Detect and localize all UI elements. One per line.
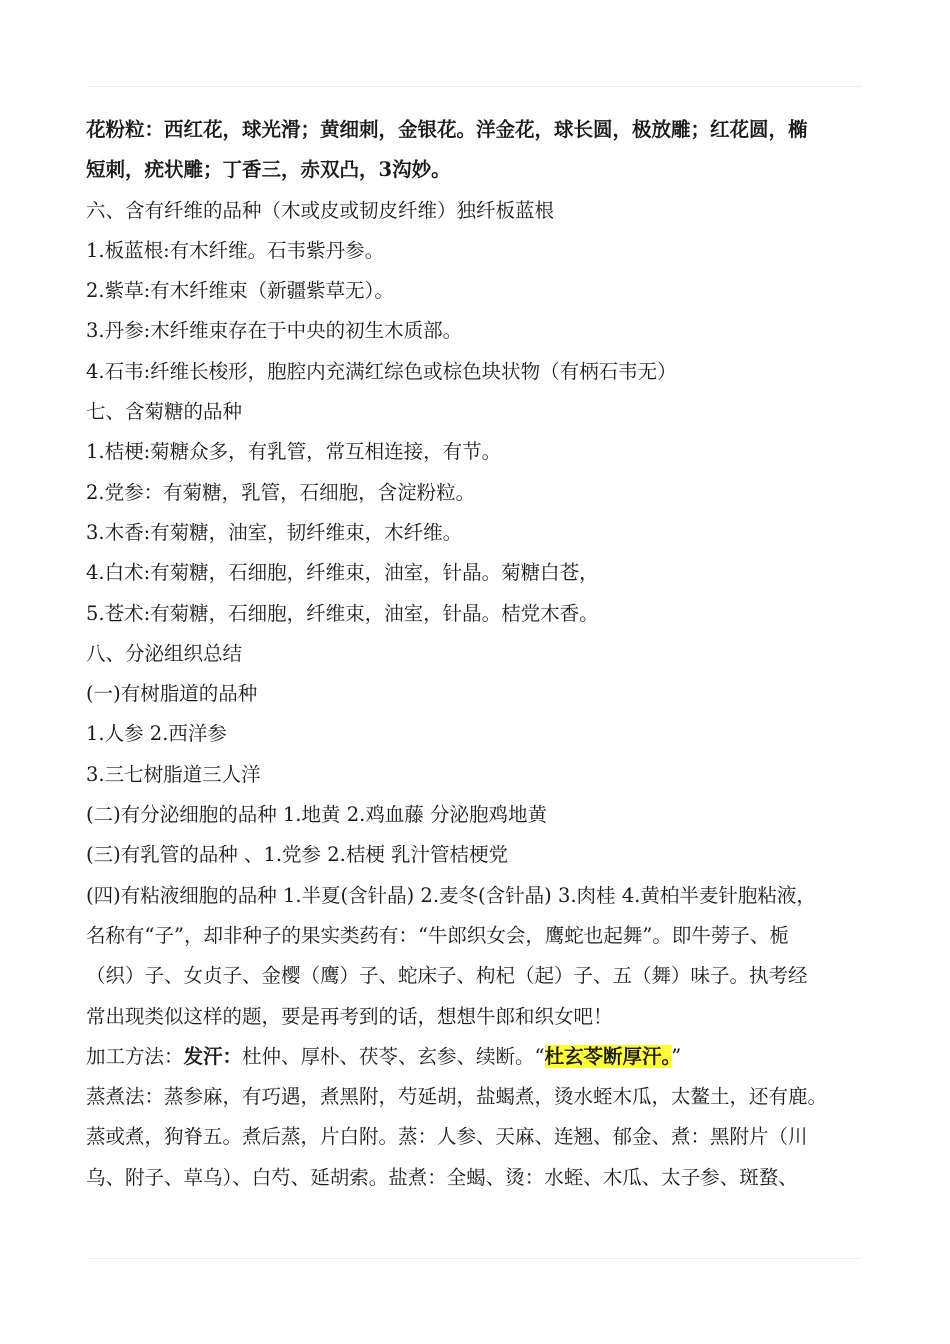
processing-label: 加工方法： xyxy=(86,1044,184,1068)
text-line-15: (一)有树脂道的品种 xyxy=(86,682,258,706)
document-body xyxy=(86,110,878,1198)
section-heading-inulin: 七、含菊糖的品种 xyxy=(86,400,243,424)
text-line-19: (三)有乳管的品种 、1.党参 2.桔梗 乳汁管桔梗党 xyxy=(86,843,509,867)
sweating-items: 杜仲、厚朴、茯苓、玄参、续断。“ xyxy=(242,1044,545,1068)
text-line-18: (二)有分泌细胞的品种 1.地黄 2.鸡血藤 分泌胞鸡地黄 xyxy=(86,803,548,827)
text-line-22: （织）子、女贞子、金樱（鹰）子、蛇床子、枸杞（起）子、五（舞）味子。执考经 xyxy=(86,964,808,988)
text-line-1: 花粉粒：西红花，球光滑；黄细刺，金银花。洋金花，球长圆，极放雕；红花圆，椭 xyxy=(86,118,808,141)
text-line-23: 常出现类似这样的题，要是再考到的话，想想牛郎和织女吧！ xyxy=(86,1004,613,1028)
text-line-10: 2.党参：有菊糖，乳管，石细胞，含淀粉粒。 xyxy=(86,480,476,504)
text-line-6: 3.丹参:木纤维束存在于中央的初生木质部。 xyxy=(86,319,463,343)
text-line-26: 蒸或煮，狗脊五。煮后蒸，片白附。蒸：人参、天麻、连翘、郁金、煮：黑附片（川 xyxy=(86,1125,808,1149)
text-line-27: 乌、附子、草乌）、白芍、延胡索。盐煮：全蝎、烫：水蛭、木瓜、太子参、斑蝥、 xyxy=(86,1165,798,1189)
section-heading-secretory: 八、分泌组织总结 xyxy=(86,641,243,665)
text-line-16: 1.人参 2.西洋参 xyxy=(86,722,227,746)
text-line-9: 1.桔梗:菊糖众多，有乳管，常互相连接，有节。 xyxy=(86,440,502,464)
text-line-5: 2.紫草:有木纤维束（新疆紫草无）。 xyxy=(86,279,394,303)
text-line-20: (四)有粘液细胞的品种 1.半夏(含针晶) 2.麦冬(含针晶) 3.肉桂 4.黄柏半麦针胞粘液， xyxy=(86,883,816,907)
highlighted-mnemonic: 杜玄苓断厚汗。 xyxy=(544,1044,672,1068)
text-line-12: 4.白术:有菊糖，石细胞，纤维束，油室，针晶。菊糖白苍， xyxy=(86,561,599,585)
closing-quote: ” xyxy=(671,1044,682,1068)
text-line-7: 4.石韦:纤维长梭形，胞腔内充满红综色或棕色块状物（有柄石韦无） xyxy=(86,359,677,383)
top-divider xyxy=(88,86,862,87)
text-line-25: 蒸煮法：蒸参麻，有巧遇，煮黑附，芍延胡，盐蝎煮，烫水蛭木瓜，太鳌土，还有鹿。 xyxy=(86,1085,828,1109)
sweating-label: 发汗： xyxy=(183,1044,243,1068)
processing-method-line xyxy=(86,1037,878,1077)
text-line-17: 3.三七树脂道三人洋 xyxy=(86,762,261,786)
section-heading-fiber: 六、含有纤维的品种（木或皮或韧皮纤维）独纤板蓝根 xyxy=(86,198,555,222)
bottom-divider xyxy=(88,1258,862,1259)
text-line-21: 名称有“子”，却非种子的果实类药有：“牛郎织女会，鹰蛇也起舞”。即牛蒡子、栀 xyxy=(86,923,789,947)
text-line-2: 短刺，疣状雕；丁香三，赤双凸，3沟妙。 xyxy=(86,158,451,182)
text-line-11: 3.木香:有菊糖，油室，韧纤维束，木纤维。 xyxy=(86,520,463,544)
text-line-13: 5.苍术:有菊糖，石细胞，纤维束，油室，针晶。桔党木香。 xyxy=(86,601,599,625)
text-line-4: 1.板蓝根:有木纤维。石韦紫丹参。 xyxy=(86,238,385,262)
